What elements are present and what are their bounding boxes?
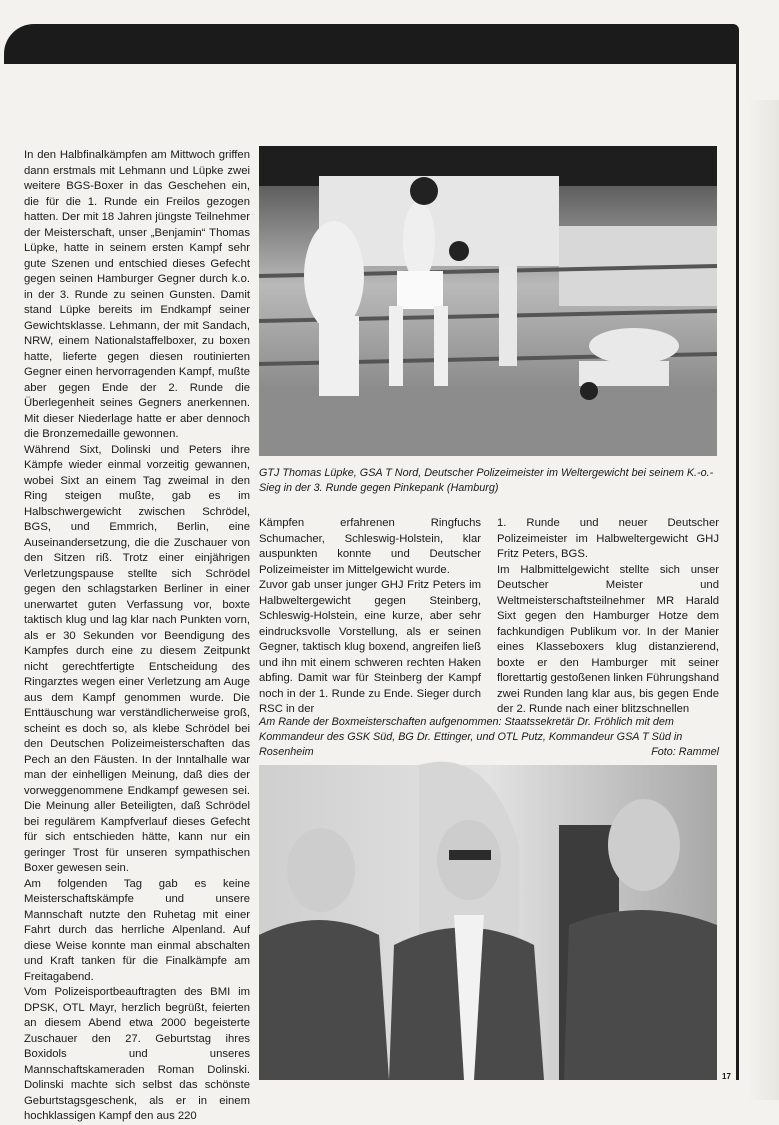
- photo-caption: [259, 715, 719, 760]
- right-column: [497, 516, 719, 718]
- paragraph: Während Sixt, Dolinski und Peters ihre Kämpfe wieder einmal vorzeitig gewannen, wobei Sixt an einem Tag zweimal in den Ring steigen mußte, gab es im Halbschwergewicht zwischen Schrödel, BGS, und Emmrich, Berlin, eine Auseinandersetzung, die die Zuschauer von den Sitzen riß. Trotz einer einjährigen Verletzungspause stellte sich Schrödel gegen den schlagstarken Berliner in einer unerwartet guten Verfassung vor, boxte taktisch klug und lag klar nach Punkten vorn, als er 30 Sekunden vor Beendigung des Kampfes durch eine zu diesem Zeitpunkt nicht gerechtfertigte Entscheidung des Ringarztes wegen einer Verletzung am Auge aus dem Kampf genommen wurde. Die Enttäuschung war verständlicherweise groß, scheint es doch so, als klebe Schrödel bei den Deutschen Polizeimeisterschaften das Pech an den Fäusten. In der Inntalhalle war man der einhelligen Meinung, daß dies der vorweggenommene Endkampf gewesen sei. Die Meinung aller Beteiligten, daß Schrödel bei regulärem Kampfverlauf dieses Gefecht für sich entschieden hätte, kann nur ein geringer Trost für unseren sympathischen Boxer gewesen sein.: [24, 443, 250, 874]
- photo-credit: Foto: Rammel: [651, 746, 719, 758]
- paragraph: Im Halbmittelgewicht stellte sich unser Deutscher Meister und Weltmeisterschaftsteilnehmer MR Harald Sixt gegen den Hamburger Hotze dem fachkundigen Publikum vor. In der Manier eines Klasseboxers klug distanzierend, boxte er den Hamburger mit seiner florettartig gestoßenen linken Führungshand zwei Runden lang klar aus, bis gegen Ende der 2. Runde nach einer blitzschnellen: [497, 563, 719, 715]
- paragraph: 1. Runde und neuer Deutscher Polizeimeister im Halbweltergewicht GHJ Fritz Peters, BGS.: [497, 517, 719, 560]
- officials-photo: [259, 765, 717, 1080]
- paragraph: Vom Polizeisportbeauftragten des BMI im DPSK, OTL Mayr, herzlich begrüßt, feierten an diesem Abend etwa 2000 begeisterte Zuschauer den 27. Geburtstag ihres Boxidols und unseres Mannschaftskameraden Roman Dolinski. Dolinski machte sich selbst das schönste Geburtstagsgeschenk, als er in einem hochklassigen Kampf den aus 220: [24, 986, 250, 1122]
- paragraph: Am folgenden Tag gab es keine Meisterschaftskämpfe und unsere Mannschaft nutzte den Ruhetag mit einer Fahrt durch das herrliche Alpenland. Auf diese Weise konnte man einmal abschalten und Kraft tanken für die Finalkämpfe am Freitagabend.: [24, 877, 250, 983]
- middle-column: [259, 516, 481, 718]
- paragraph: Zuvor gab unser junger GHJ Fritz Peters im Halbweltergewicht gegen Steinberg, Schleswig-Holstein, eine kurze, aber sehr eindrucksvolle Vorstellung, als er seinen Gegner, taktisch klug boxend, angreifen ließ und ihn mit einem schweren rechten Haken abfing. Damit war für Steinberg der Kampf noch in der 1. Runde zu Ende. Sieger durch RSC in der: [259, 579, 481, 715]
- photo-caption: GTJ Thomas Lüpke, GSA T Nord, Deutscher Polizeimeister im Weltergewicht bei seinem K.-o.-Sieg in der 3. Runde gegen Pinkepank (Hamburg): [259, 467, 714, 494]
- page-edge: [748, 100, 779, 1100]
- page-number: 17: [722, 1072, 731, 1081]
- caption-text: Am Rande der Boxmeisterschaften aufgenommen: Staatssekretär Dr. Fröhlich mit dem Kommandeur des GSK Süd, BG Dr. Ettinger, und OTL Putz, Kommandeur GSA T Süd in Rosenheim: [259, 716, 683, 758]
- left-column: [24, 148, 250, 1125]
- boxing-match-photo: [259, 146, 717, 456]
- paragraph: Kämpfen erfahrenen Ringfuchs Schumacher, Schleswig-Holstein, klar auspunkten konnte und Deutscher Polizeimeister im Mittelgewicht wurde.: [259, 517, 481, 576]
- paragraph: In den Halbfinalkämpfen am Mittwoch griffen dann erstmals mit Lehmann und Lüpke zwei weitere BGS-Boxer in das Geschehen ein, die für die 1. Runde ein Freilos gezogen hatten. Der mit 18 Jahren jüngste Teilnehmer der Meisterschaft, unser „Benjamin“ Thomas Lüpke, hatte in seinem ersten Kampf sehr gute Szenen und entschied dieses Gefecht gegen seinen Hamburger Gegner durch k.o. in der 3. Runde zu seinen Gunsten. Damit stand Lüpke bereits im Endkampf seiner Gewichtsklasse. Lehmann, der mit Sandach, NRW, einem Nationalstaffelboxer, zu boxen hatte, lieferte gegen diesen routinierten Gegner einen hervorragenden Kampf, mußte aber gegen Ende der 2. Runde die Überlegenheit seines Gegners anerkennen. Mit dieser Niederlage hatte er aber dennoch die Bronzemedaille gewonnen.: [24, 149, 250, 440]
